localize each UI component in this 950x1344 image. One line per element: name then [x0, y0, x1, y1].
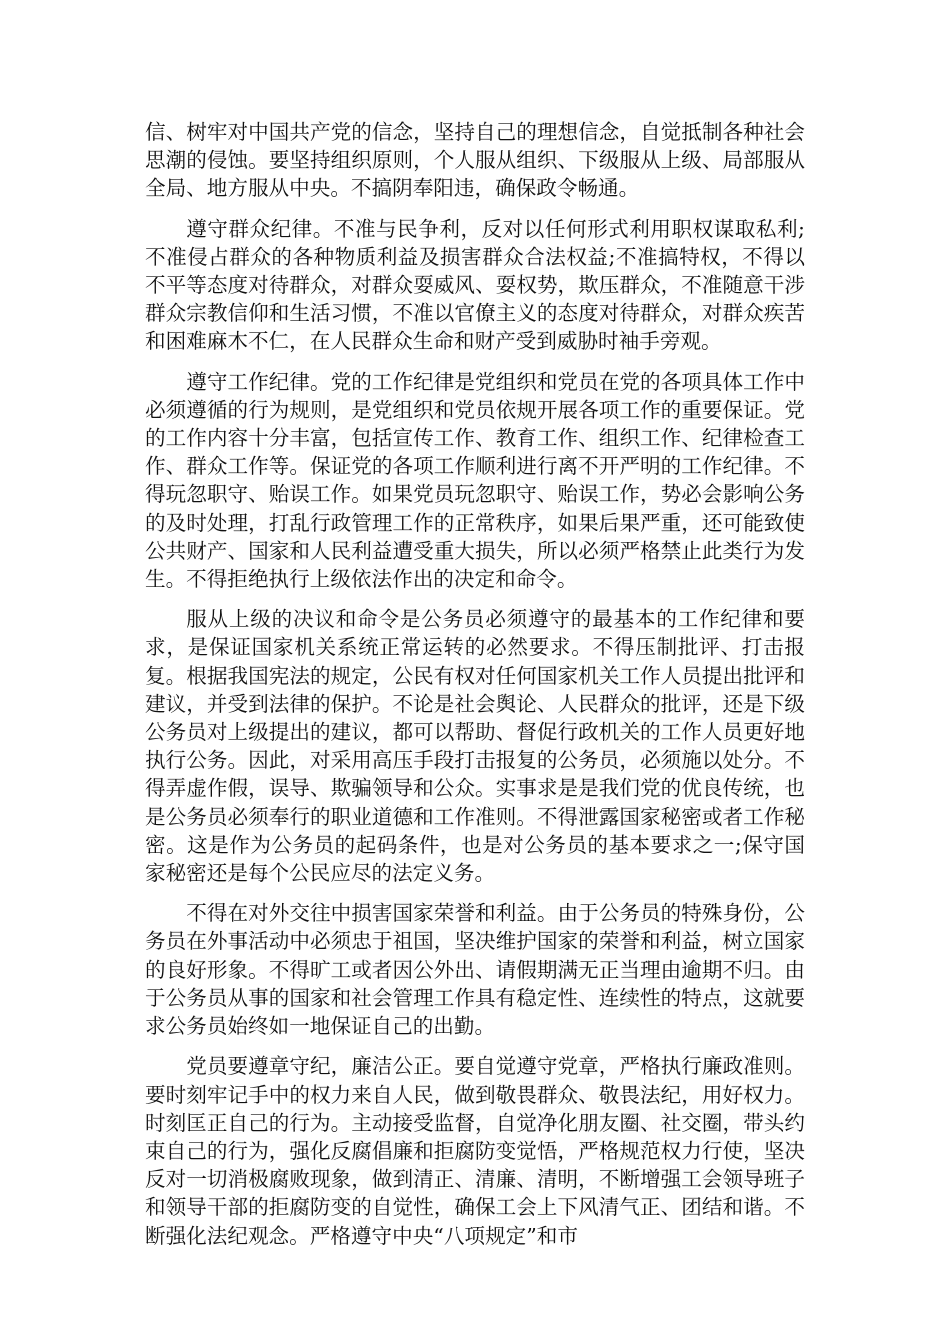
paragraph-4: 服从上级的决议和命令是公务员必须遵守的最基本的工作纪律和要求，是保证国家机关系统正常运转的必然要求。不得压制批评、打击报复。根据我国宪法的规定，公民有权对任何国家机关工作人员提出批评和建议，并受到法律的保护。不论是社会舆论、人民群众的批评，还是下级公务员对上级提出的建议，都可以帮助、督促行政机关的工作人员更好地执行公务。因此，对采用高压手段打击报复的公务员，必须施以处分。不得弄虚作假，误导、欺骗领导和公众。实事求是是我们党的优良传统，也是公务员必须奉行的职业道德和工作准则。不得泄露国家秘密或者工作秘密。这是作为公务员的起码条件，也是对公务员的基本要求之一;保守国家秘密还是每个公民应尽的法定义务。: [145, 607, 805, 886]
paragraph-5: 不得在对外交往中损害国家荣誉和利益。由于公务员的特殊身份，公务员在外事活动中必须忠于祖国，坚决维护国家的荣誉和利益，树立国家的良好形象。不得旷工或者因公外出、请假期满无正当理由逾期不归。由于公务员从事的国家和社会管理工作具有稳定性、连续性的特点，这就要求公务员始终如一地保证自己的出勤。: [145, 901, 805, 1039]
paragraph-6: 党员要遵章守纪，廉洁公正。要自觉遵守党章，严格执行廉政准则。要时刻牢记手中的权力来自人民，做到敬畏群众、敬畏法纪，用好权力。时刻匡正自己的行为。主动接受监督，自觉净化朋友圈、社交圈，带头约束自己的行为，强化反腐倡廉和拒腐防变觉悟，严格规范权力行使，坚决反对一切消极腐败现象，做到清正、清廉、清明，不断增强工会领导班子和领导干部的拒腐防变的自觉性，确保工会上下风清气正、团结和谐。不断强化法纪观念。严格遵守中央“八项规定”和市: [145, 1054, 805, 1248]
paragraph-2: 遵守群众纪律。不准与民争利，反对以任何形式利用职权谋取私利;不准侵占群众的各种物质利益及损害群众合法权益;不准搞特权，不得以不平等态度对待群众，对群众耍威风、耍权势，欺压群众，不准随意干涉群众宗教信仰和生活习惯，不准以官僚主义的态度对待群众，对群众疾苦和困难麻木不仁，在人民群众生命和财产受到威胁时袖手旁观。: [145, 216, 805, 354]
paragraph-1: 信、树牢对中国共产党的信念，坚持自己的理想信念，自觉抵制各种社会思潮的侵蚀。要坚持组织原则，个人服从组织、下级服从上级、局部服从全局、地方服从中央。不搞阴奉阳违，确保政令畅通。: [145, 120, 805, 201]
document-page: [145, 118, 805, 1262]
paragraph-3: 遵守工作纪律。党的工作纪律是党组织和党员在党的各项具体工作中必须遵循的行为规则，是党组织和党员依规开展各项工作的重要保证。党的工作内容十分丰富，包括宣传工作、教育工作、组织工作、纪律检查工作、群众工作等。保证党的各项工作顺利进行离不开严明的工作纪律。不得玩忽职守、贻误工作。如果党员玩忽职守、贻误工作，势必会影响公务的及时处理，打乱行政管理工作的正常秩序，如果后果严重，还可能致使公共财产、国家和人民利益遭受重大损失，所以必须严格禁止此类行为发生。不得拒绝执行上级依法作出的决定和命令。: [145, 369, 805, 592]
